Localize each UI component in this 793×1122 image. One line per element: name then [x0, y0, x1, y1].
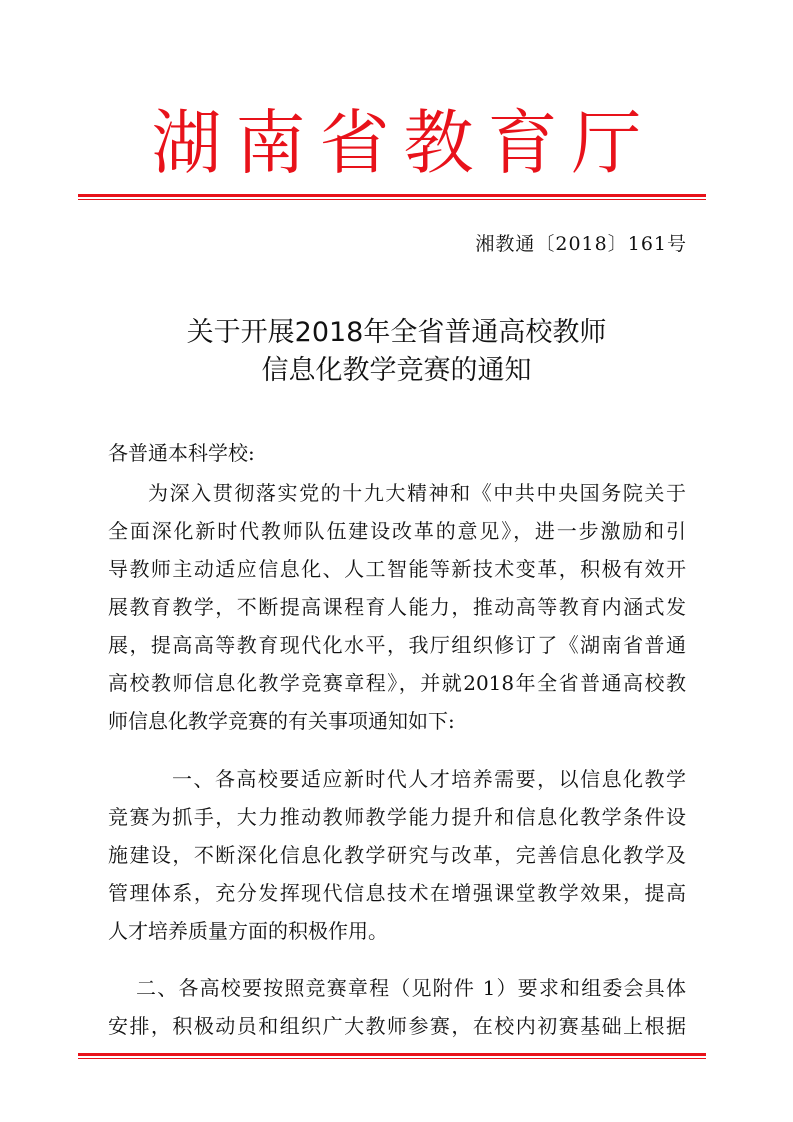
document-number: 湘教通〔2018〕161号	[475, 233, 687, 255]
letterhead-title: 湖南省教育厅	[151, 102, 656, 184]
red-rule-thin	[78, 199, 706, 200]
paragraph-line: 二、各高校要按照竞赛章程（见附件 1）要求和组委会具体	[136, 976, 686, 1000]
paragraph-line: 展，提高高等教育现代化水平，我厅组织修订了《湖南省普通	[108, 633, 686, 657]
footer-red-rule	[78, 1053, 706, 1059]
paragraph-line: 全面深化新时代教师队伍建设改革的意见》，进一步激励和引	[108, 519, 686, 543]
paragraph-line: 施建设，不断深化信息化教学研究与改革，完善信息化教学及	[108, 843, 686, 867]
document-title-line-2: 信息化教学竞赛的通知	[261, 355, 532, 386]
document-title-line-1: 关于开展2018年全省普通高校教师	[186, 317, 607, 348]
paragraph-line: 师信息化教学竞赛的有关事项通知如下:	[108, 709, 455, 733]
letterhead-red-rule	[78, 194, 706, 200]
paragraph-line: 展教育教学，不断提高课程育人能力，推动高等教育内涵式发	[108, 595, 686, 619]
red-rule-thin	[78, 1058, 706, 1059]
paragraph-item-1	[108, 760, 686, 950]
paragraph-line: 安排，积极动员和组织广大教师参赛，在校内初赛基础上根据	[108, 1014, 686, 1038]
red-rule-thick	[78, 1053, 706, 1056]
red-rule-thick	[78, 194, 706, 197]
paragraph-item-2	[108, 969, 686, 1045]
paragraph-line: 人才培养质量方面的积极作用。	[108, 919, 388, 943]
paragraph-line: 高校教师信息化教学竞赛章程》，并就2018年全省普通高校教	[108, 671, 686, 695]
paragraph-line: 一、各高校要适应新时代人才培养需要，以信息化教学	[172, 767, 686, 791]
paragraph-line: 为深入贯彻落实党的十九大精神和《中共中央国务院关于	[148, 481, 686, 505]
paragraph-line: 导教师主动适应信息化、人工智能等新技术变革，积极有效开	[108, 557, 686, 581]
paragraph-line: 竞赛为抓手，大力推动教师教学能力提升和信息化教学条件设	[108, 805, 686, 829]
salutation: 各普通本科学校:	[108, 441, 255, 465]
paragraph-intro	[108, 474, 686, 740]
paragraph-line: 管理体系，充分发挥现代信息技术在增强课堂教学效果，提高	[108, 881, 686, 905]
